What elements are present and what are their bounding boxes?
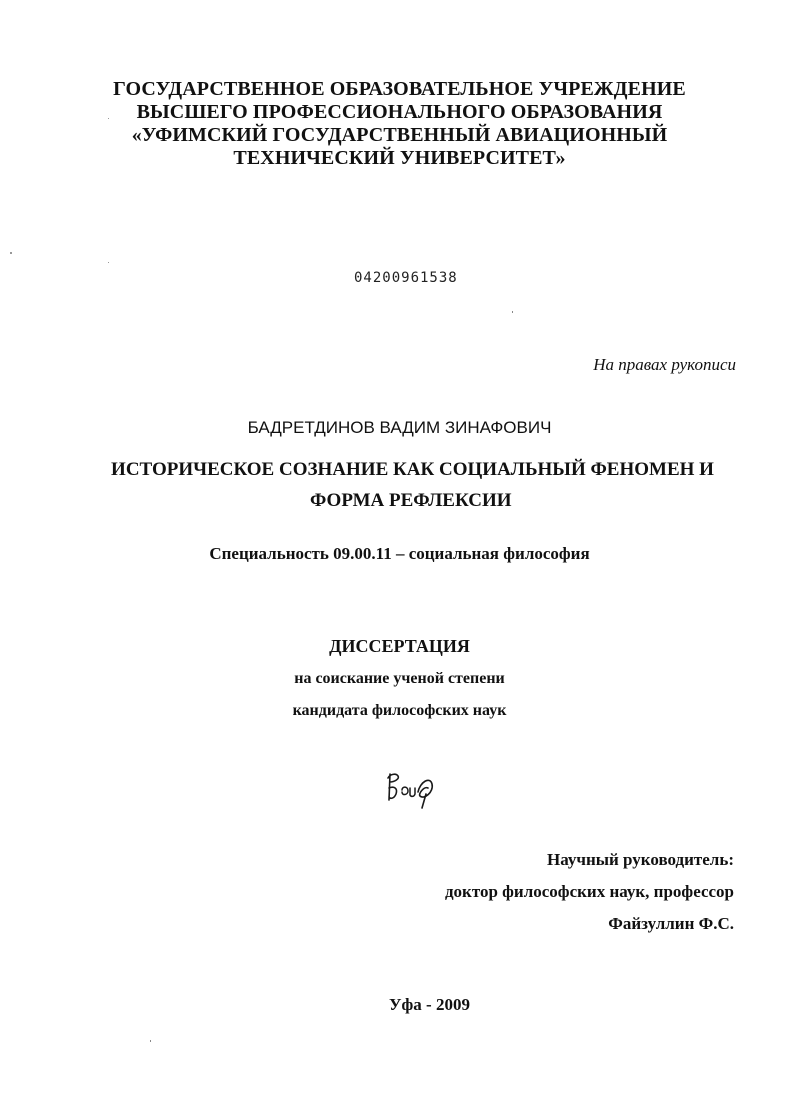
supervisor-degree: доктор философских наук, профессор bbox=[444, 882, 734, 901]
degree-line-2: кандидата философских наук bbox=[292, 702, 507, 719]
supervisor-name: Файзуллин Ф.С. bbox=[608, 914, 734, 933]
specialty: Специальность 09.00.11 – социальная философия bbox=[209, 544, 590, 563]
institution-line-1: ГОСУДАРСТВЕННОЕ ОБРАЗОВАТЕЛЬНОЕ УЧРЕЖДЕНИЕ bbox=[113, 78, 686, 100]
scan-speck bbox=[108, 118, 109, 119]
institution-line-4: ТЕХНИЧЕСКИЙ УНИВЕРСИТЕТ» bbox=[233, 147, 566, 169]
scan-speck bbox=[512, 311, 513, 313]
manuscript-note: На правах рукописи bbox=[593, 355, 736, 374]
institution-line-3: «УФИМСКИЙ ГОСУДАРСТВЕННЫЙ АВИАЦИОННЫЙ bbox=[131, 124, 668, 146]
thesis-title-line-1: ИСТОРИЧЕСКОЕ СОЗНАНИЕ КАК СОЦИАЛЬНЫЙ ФЕНОМЕН И bbox=[111, 459, 714, 480]
institution-line-2: ВЫСШЕГО ПРОФЕССИОНАЛЬНОГО ОБРАЗОВАНИЯ bbox=[136, 101, 663, 123]
scan-speck bbox=[108, 262, 109, 263]
author-name: БАДРЕТДИНОВ ВАДИМ ЗИНАФОВИЧ bbox=[247, 418, 552, 437]
scan-speck bbox=[10, 252, 12, 254]
library-stamp-number: 04200961538 bbox=[354, 270, 458, 286]
thesis-title-line-2: ФОРМА РЕФЛЕКСИИ bbox=[310, 490, 512, 511]
supervisor-label: Научный руководитель: bbox=[547, 850, 734, 869]
scan-speck bbox=[150, 1040, 151, 1042]
signature-icon bbox=[380, 764, 440, 812]
degree-line-1: на соискание ученой степени bbox=[294, 670, 505, 687]
city-year: Уфа - 2009 bbox=[389, 995, 470, 1014]
dissertation-heading: ДИССЕРТАЦИЯ bbox=[329, 636, 470, 656]
